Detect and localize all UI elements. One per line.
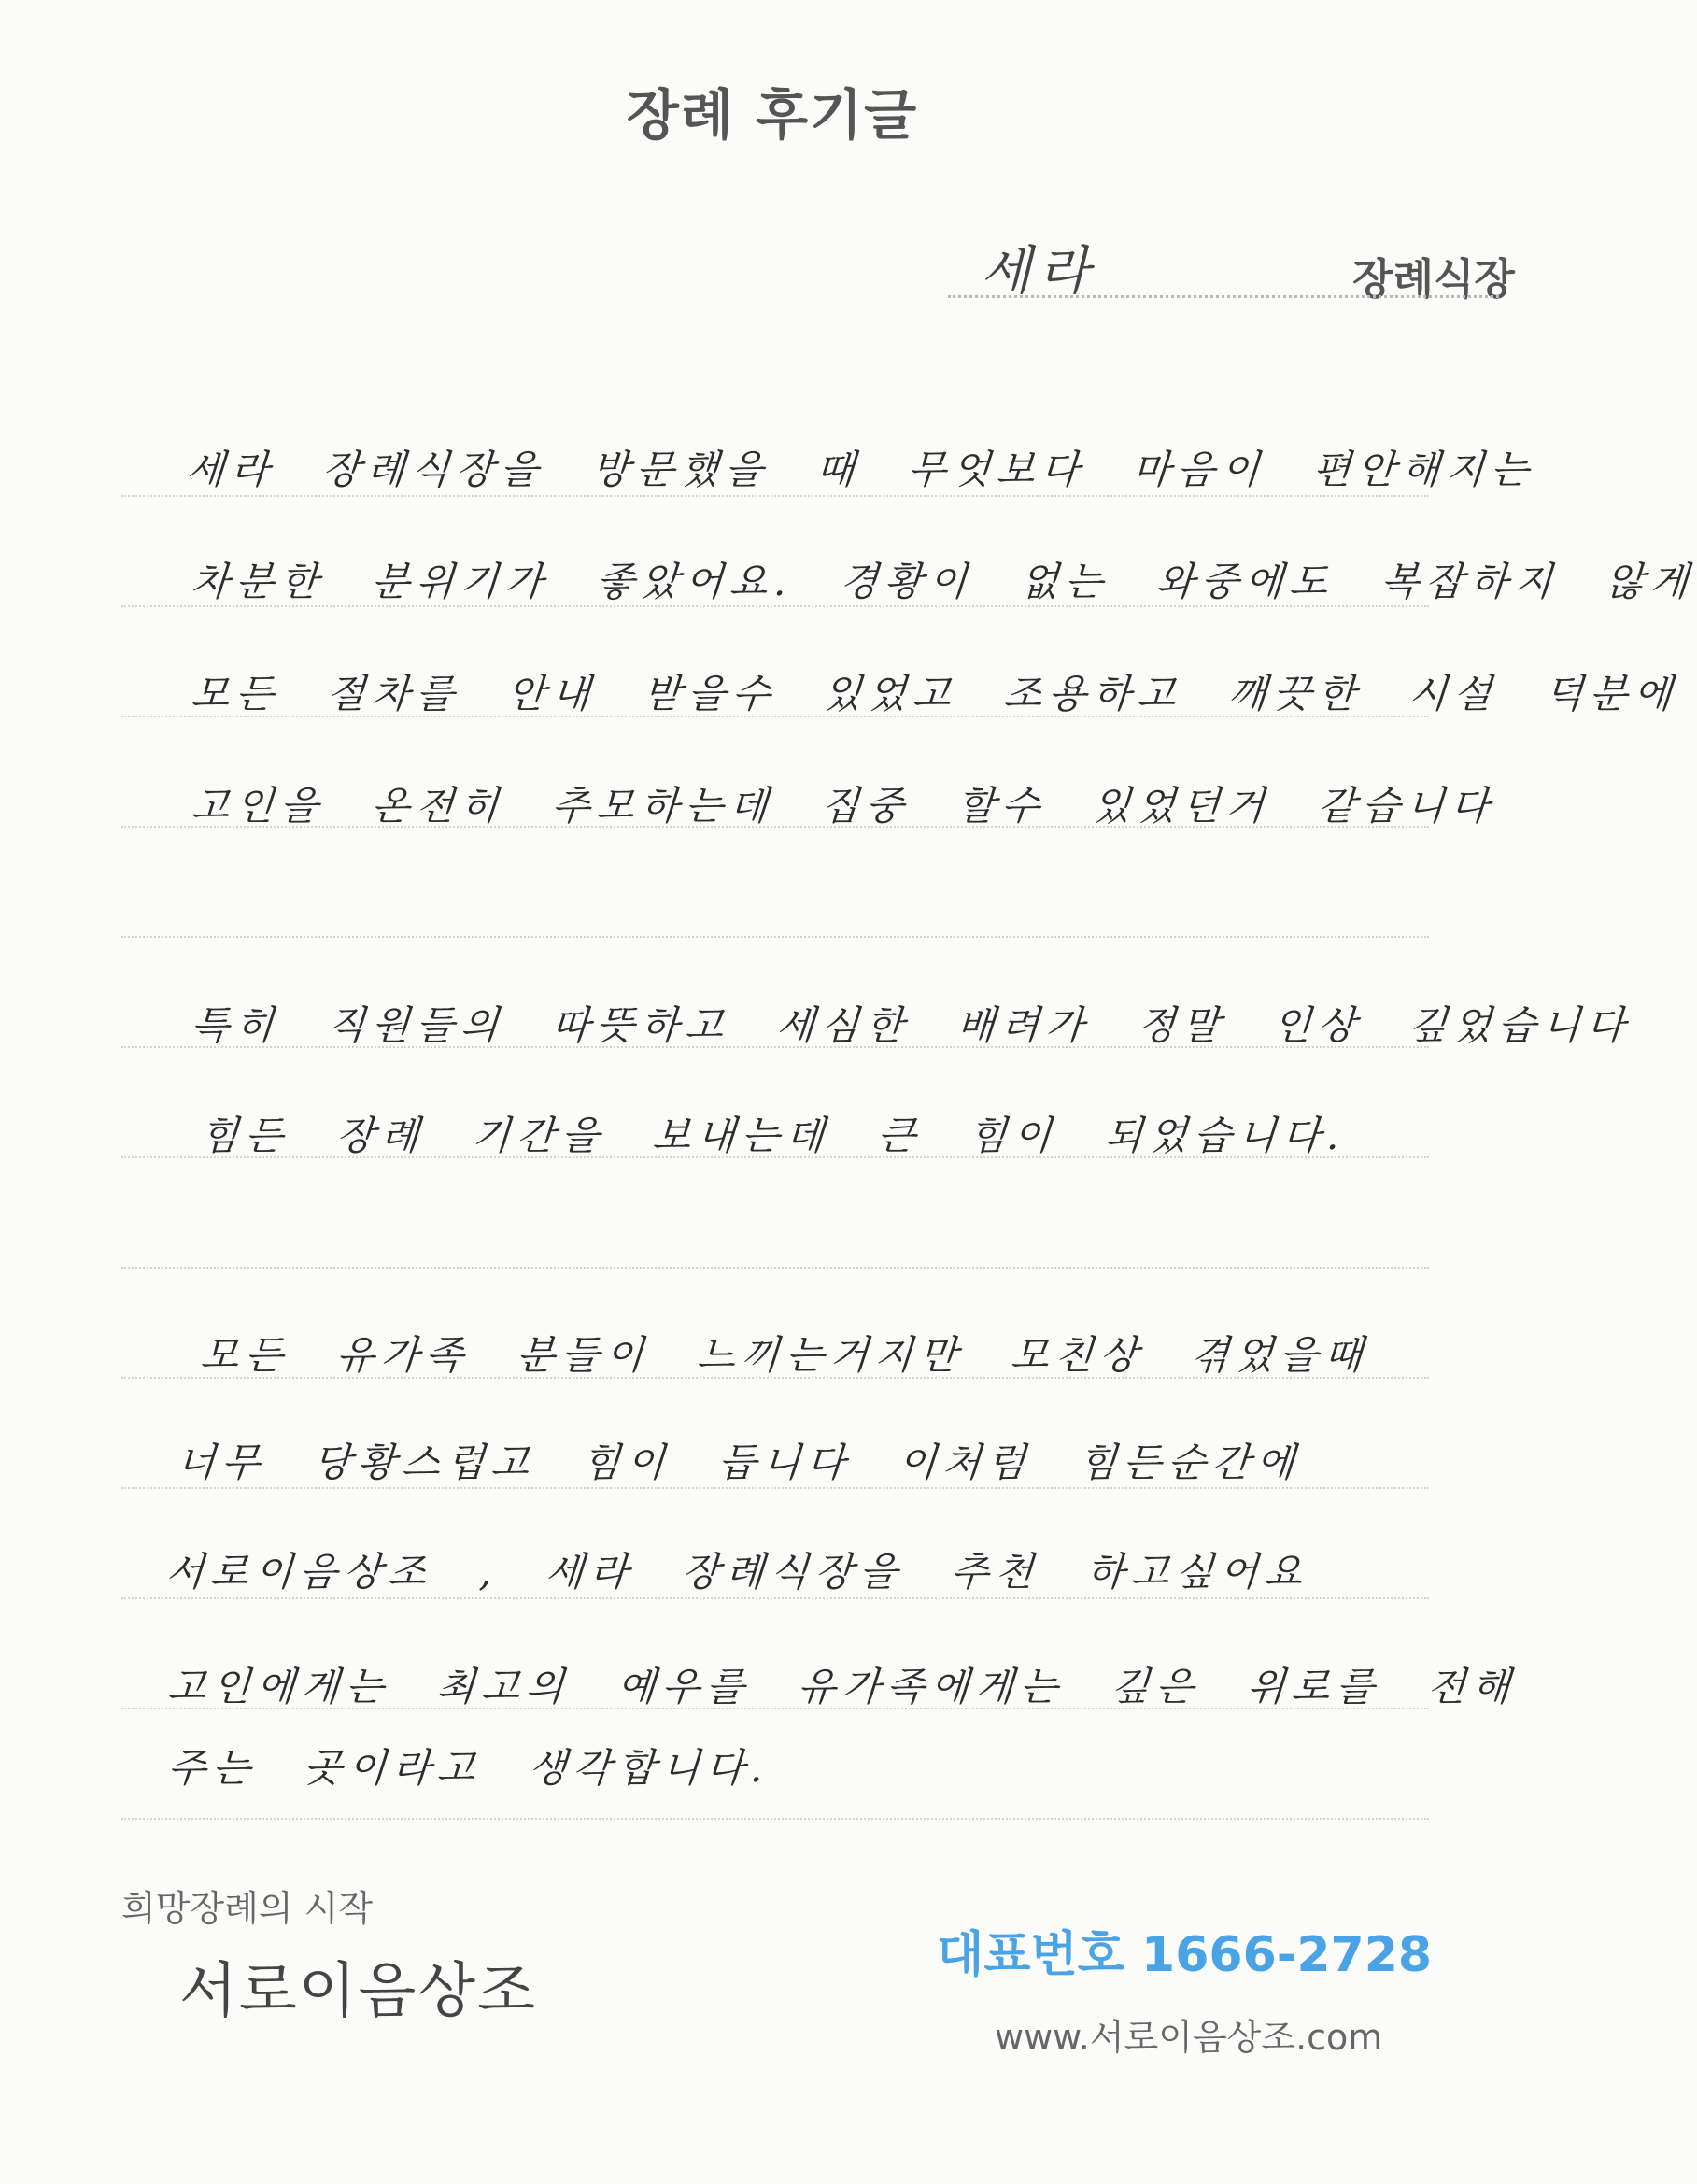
review-line: 모든 절차를 안내 받을수 있었고 조용하고 깨끗한 시설 덕분에 (190, 671, 1680, 716)
review-line: 차분한 분위기가 좋았어요. 경황이 없는 와중에도 복잡하지 않게 (190, 559, 1697, 604)
review-line: 너무 당황스럽고 힘이 듭니다 이처럼 힘든순간에 (176, 1439, 1303, 1485)
brand-slogan: 희망장례의 시작 (121, 1888, 374, 1929)
review-line: 특히 직원들의 따뜻하고 세심한 배려가 정말 인상 깊었습니다 (190, 1002, 1633, 1048)
review-line: 주는 곳이라고 생각합니다. (166, 1745, 771, 1791)
review-line: 모든 유가족 분들이 느끼는거지만 모친상 겪었을때 (199, 1332, 1371, 1378)
funeral-hall-suffix: 장례식장 (1352, 254, 1515, 304)
representative-phone: 대표번호 1666-2728 (937, 1927, 1433, 1983)
review-line: 고인에게는 최고의 예우를 유가족에게는 깊은 위로를 전해 (166, 1664, 1519, 1709)
ruled-line (121, 1818, 1429, 1820)
ruled-line (121, 936, 1429, 938)
review-line: 세라 장례식장을 방문했을 때 무엇보다 마음이 편안해지는 (185, 447, 1537, 492)
ruled-line (121, 1597, 1429, 1599)
page-title: 장례 후기글 (626, 83, 919, 147)
review-line: 힘든 장례 기간을 보내는데 큰 힘이 되었습니다. (199, 1113, 1348, 1158)
funeral-hall-name: 세라 (981, 241, 1097, 302)
website-url: www.서로이음상조.com (995, 2017, 1383, 2058)
ruled-line (121, 1267, 1429, 1269)
review-line: 서로이음상조 , 세라 장례식장을 추천 하고싶어요 (164, 1549, 1311, 1595)
brand-logo-text: 서로이음상조 (179, 1957, 537, 2026)
review-line: 고인을 온전히 추모하는데 집중 할수 있었던거 같습니다 (190, 783, 1497, 829)
ruled-line (121, 495, 1429, 497)
hall-name-underline (948, 295, 1499, 298)
